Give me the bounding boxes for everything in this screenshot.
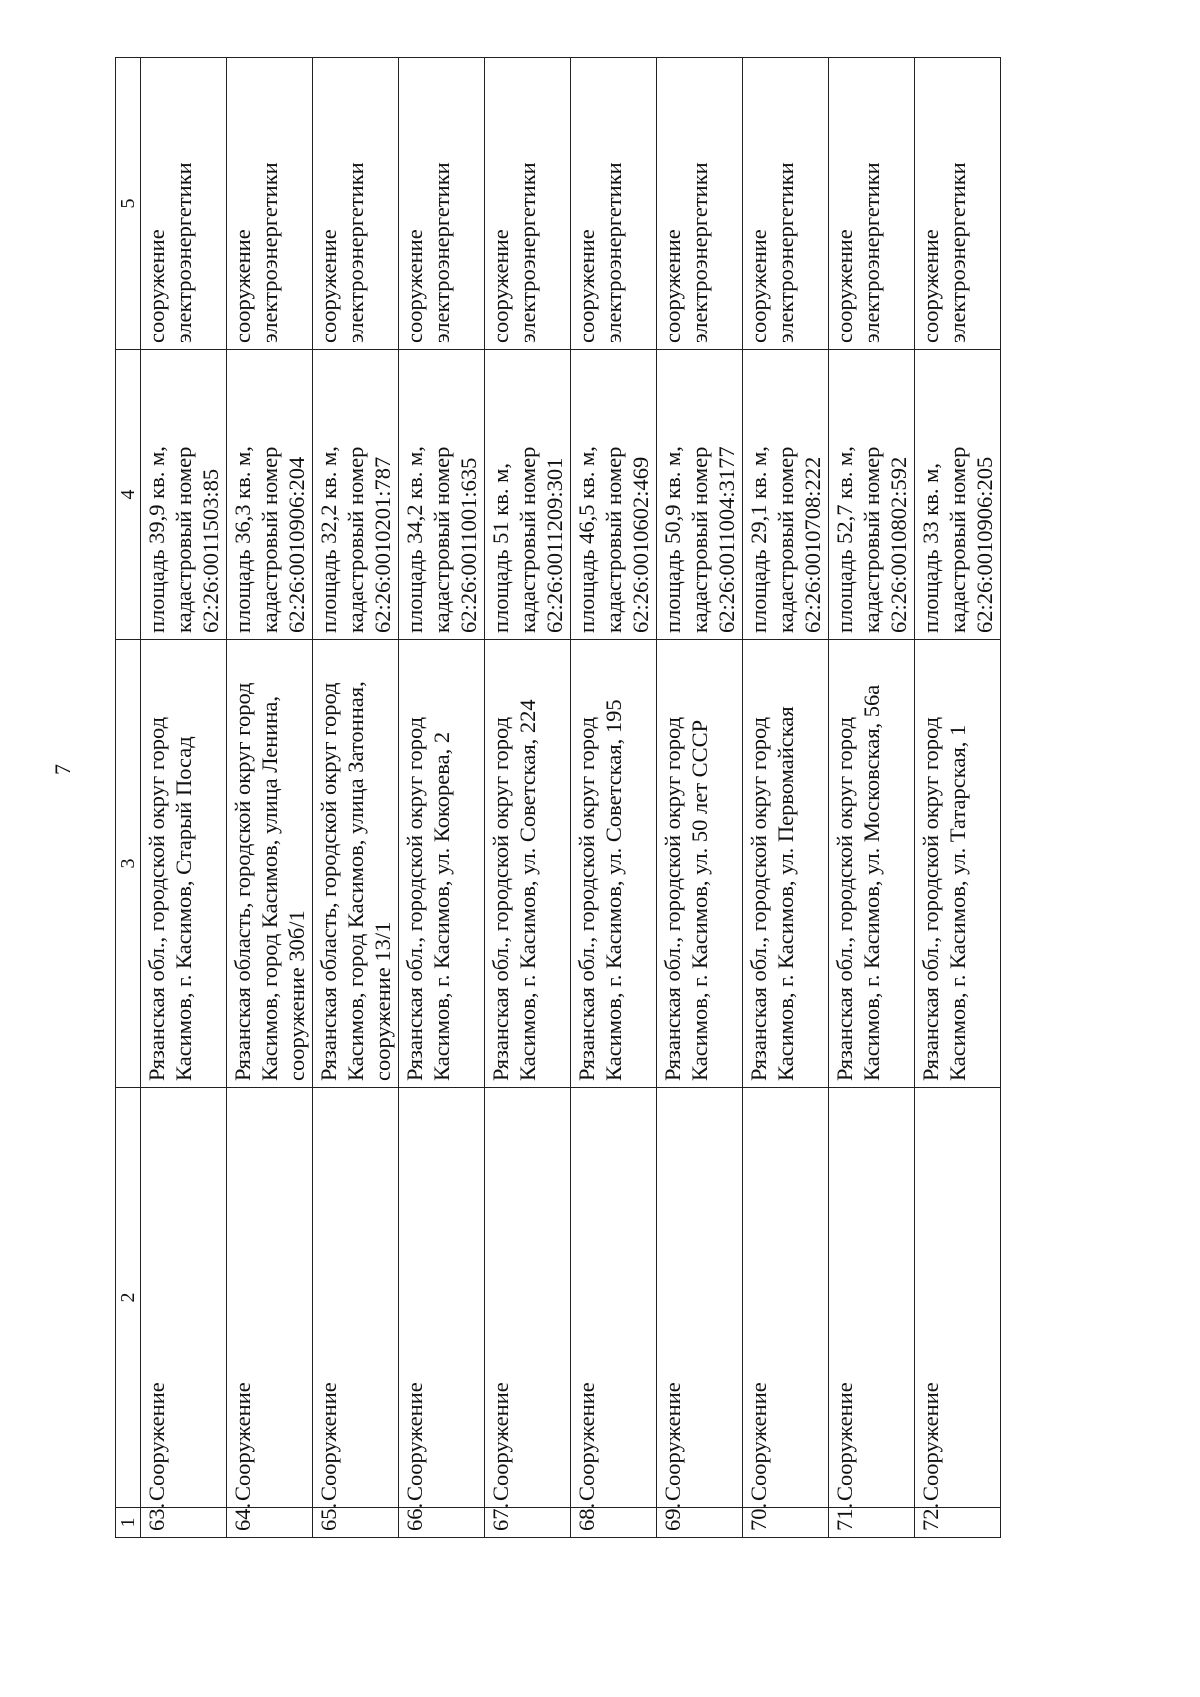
purpose-text: сооружение электроэнергетики bbox=[144, 162, 196, 343]
address-text: Рязанская обл., городской округ город Касимов, г. Касимов, ул. Кокорева, 2 bbox=[402, 716, 454, 1081]
area-text: площадь 46,5 кв. м, bbox=[574, 446, 599, 633]
table-row bbox=[829, 58, 915, 1538]
address-cell bbox=[657, 640, 743, 1088]
object-name-cell bbox=[915, 1088, 1001, 1508]
cadastral-number: 62:26:0011503:85 bbox=[198, 468, 223, 633]
row-number: 71. bbox=[832, 1502, 857, 1531]
table-row bbox=[571, 58, 657, 1538]
purpose-cell bbox=[227, 58, 313, 350]
object-name: Сооружение bbox=[574, 1382, 599, 1501]
cadastral-number: 62:26:0010602:469 bbox=[628, 456, 653, 633]
cadastral-label: кадастровый номер bbox=[343, 446, 368, 633]
row-number: 68. bbox=[574, 1502, 599, 1531]
characteristics-cell bbox=[657, 350, 743, 640]
row-number-cell bbox=[657, 1502, 743, 1538]
object-name-cell bbox=[743, 1088, 829, 1508]
purpose-cell bbox=[571, 58, 657, 350]
cadastral-label: кадастровый номер bbox=[773, 446, 798, 633]
object-name: Сооружение bbox=[746, 1382, 771, 1501]
object-name: Сооружение bbox=[402, 1382, 427, 1501]
table-row bbox=[227, 58, 313, 1538]
table-row bbox=[313, 58, 399, 1538]
cadastral-number: 62:26:0010802:592 bbox=[886, 456, 911, 633]
address-cell bbox=[571, 640, 657, 1088]
row-number-cell bbox=[743, 1502, 829, 1538]
property-table bbox=[115, 57, 1001, 1538]
row-number: 69. bbox=[660, 1502, 685, 1531]
cadastral-number: 62:26:0010906:204 bbox=[284, 456, 309, 633]
area-text: площадь 50,9 кв. м, bbox=[660, 446, 685, 633]
page-number: 7 bbox=[50, 764, 75, 775]
header-col-3: 3 bbox=[116, 640, 141, 1088]
row-number: 67. bbox=[488, 1502, 513, 1531]
cadastral-label: кадастровый номер bbox=[429, 446, 454, 633]
table-row bbox=[915, 58, 1001, 1538]
area-text: площадь 34,2 кв. м, bbox=[402, 446, 427, 633]
purpose-cell bbox=[399, 58, 485, 350]
purpose-cell bbox=[829, 58, 915, 350]
header-col-5: 5 bbox=[116, 58, 141, 350]
header-col-1: 1 bbox=[116, 1508, 141, 1538]
characteristics-cell bbox=[829, 350, 915, 640]
purpose-cell bbox=[743, 58, 829, 350]
address-text: Рязанская обл., городской округ город Касимов, г. Касимов, Старый Посад bbox=[144, 716, 196, 1081]
row-number: 65. bbox=[316, 1502, 341, 1531]
address-text: Рязанская обл., городской округ город Касимов, г. Касимов, ул. Татарская, 1 bbox=[918, 716, 970, 1081]
cadastral-number: 62:26:0010201:787 bbox=[370, 456, 395, 633]
object-name: Сооружение bbox=[144, 1382, 169, 1501]
cadastral-label: кадастровый номер bbox=[945, 446, 970, 633]
address-text: Рязанская обл., городской округ город Касимов, г. Касимов, ул. 50 лет СССР bbox=[660, 716, 712, 1081]
address-text: Рязанская область, городской округ город Касимов, город Касимов, улица Затонная, сооружение 13/1 bbox=[316, 681, 395, 1081]
row-number-cell bbox=[485, 1502, 571, 1538]
area-text: площадь 36,3 кв. м, bbox=[230, 446, 255, 633]
cadastral-label: кадастровый номер bbox=[171, 446, 196, 633]
object-name: Сооружение bbox=[230, 1382, 255, 1501]
area-text: площадь 51 кв. м, bbox=[488, 463, 513, 633]
cadastral-number: 62:26:0011004:3177 bbox=[714, 446, 739, 633]
row-number-cell bbox=[829, 1502, 915, 1538]
characteristics-cell bbox=[313, 350, 399, 640]
address-cell bbox=[141, 640, 227, 1088]
header-row bbox=[116, 58, 141, 1538]
object-name: Сооружение bbox=[316, 1382, 341, 1501]
purpose-cell bbox=[485, 58, 571, 350]
purpose-cell bbox=[657, 58, 743, 350]
area-text: площадь 33 кв. м, bbox=[918, 463, 943, 633]
purpose-text: сооружение электроэнергетики bbox=[316, 162, 368, 343]
object-name-cell bbox=[399, 1088, 485, 1508]
row-number-cell bbox=[571, 1502, 657, 1538]
object-name: Сооружение bbox=[488, 1382, 513, 1501]
purpose-text: сооружение электроэнергетики bbox=[402, 162, 454, 343]
purpose-text: сооружение электроэнергетики bbox=[660, 162, 712, 343]
characteristics-cell bbox=[141, 350, 227, 640]
area-text: площадь 32,2 кв. м, bbox=[316, 446, 341, 633]
row-number: 66. bbox=[402, 1502, 427, 1531]
characteristics-cell bbox=[399, 350, 485, 640]
object-name-cell bbox=[141, 1088, 227, 1508]
header-col-2: 2 bbox=[116, 1088, 141, 1508]
area-text: площадь 52,7 кв. м, bbox=[832, 446, 857, 633]
address-cell bbox=[743, 640, 829, 1088]
purpose-cell bbox=[313, 58, 399, 350]
row-number-cell bbox=[915, 1502, 1001, 1538]
area-text: площадь 39,9 кв. м, bbox=[144, 446, 169, 633]
cadastral-number: 62:26:0010708:222 bbox=[800, 456, 825, 633]
row-number-cell bbox=[227, 1502, 313, 1538]
address-cell bbox=[227, 640, 313, 1088]
purpose-cell bbox=[141, 58, 227, 350]
header-col-4: 4 bbox=[116, 350, 141, 640]
address-cell bbox=[399, 640, 485, 1088]
purpose-text: сооружение электроэнергетики bbox=[488, 162, 540, 343]
characteristics-cell bbox=[485, 350, 571, 640]
cadastral-number: 62:26:0011001:635 bbox=[456, 457, 481, 633]
characteristics-cell bbox=[743, 350, 829, 640]
cadastral-label: кадастровый номер bbox=[601, 446, 626, 633]
table-row bbox=[141, 58, 227, 1538]
object-name-cell bbox=[485, 1088, 571, 1508]
table-row bbox=[743, 58, 829, 1538]
address-text: Рязанская обл., городской округ город Касимов, г. Касимов, ул. Московская, 56а bbox=[832, 684, 884, 1081]
address-text: Рязанская обл., городской округ город Касимов, г. Касимов, ул. Советская, 195 bbox=[574, 699, 626, 1081]
cadastral-label: кадастровый номер bbox=[687, 446, 712, 633]
row-number-cell bbox=[313, 1502, 399, 1538]
object-name-cell bbox=[227, 1088, 313, 1508]
purpose-text: сооружение электроэнергетики bbox=[746, 162, 798, 343]
address-cell bbox=[915, 640, 1001, 1088]
address-cell bbox=[829, 640, 915, 1088]
table-body bbox=[141, 58, 1001, 1538]
table-row bbox=[485, 58, 571, 1538]
row-number: 72. bbox=[918, 1502, 943, 1531]
characteristics-cell bbox=[227, 350, 313, 640]
characteristics-cell bbox=[915, 350, 1001, 640]
purpose-text: сооружение электроэнергетики bbox=[832, 162, 884, 343]
cadastral-number: 62:26:0011209:301 bbox=[542, 457, 567, 633]
cadastral-label: кадастровый номер bbox=[859, 446, 884, 633]
purpose-text: сооружение электроэнергетики bbox=[230, 162, 282, 343]
cadastral-number: 62:26:0010906:205 bbox=[972, 456, 997, 633]
object-name-cell bbox=[313, 1088, 399, 1508]
object-name-cell bbox=[657, 1088, 743, 1508]
characteristics-cell bbox=[571, 350, 657, 640]
object-name: Сооружение bbox=[832, 1382, 857, 1501]
address-cell bbox=[313, 640, 399, 1088]
row-number: 64. bbox=[230, 1502, 255, 1531]
purpose-text: сооружение электроэнергетики bbox=[574, 162, 626, 343]
object-name-cell bbox=[571, 1088, 657, 1508]
object-name: Сооружение bbox=[660, 1382, 685, 1501]
purpose-text: сооружение электроэнергетики bbox=[918, 162, 970, 343]
cadastral-label: кадастровый номер bbox=[257, 446, 282, 633]
object-name-cell bbox=[829, 1088, 915, 1508]
cadastral-label: кадастровый номер bbox=[515, 446, 540, 633]
rotated-table-wrapper bbox=[115, 58, 1075, 1538]
row-number: 70. bbox=[746, 1502, 771, 1531]
address-text: Рязанская обл., городской округ город Касимов, г. Касимов, ул. Советская, 224 bbox=[488, 699, 540, 1081]
table-row bbox=[657, 58, 743, 1538]
area-text: площадь 29,1 кв. м, bbox=[746, 446, 771, 633]
row-number-cell bbox=[399, 1502, 485, 1538]
row-number: 63. bbox=[144, 1502, 169, 1531]
address-text: Рязанская область, городской округ город Касимов, город Касимов, улица Ленина, сооружение 30б/1 bbox=[230, 682, 309, 1081]
purpose-cell bbox=[915, 58, 1001, 350]
row-number-cell bbox=[141, 1502, 227, 1538]
table-row bbox=[399, 58, 485, 1538]
address-cell bbox=[485, 640, 571, 1088]
address-text: Рязанская обл., городской округ город Касимов, г. Касимов, ул. Первомайская bbox=[746, 706, 798, 1081]
object-name: Сооружение bbox=[918, 1382, 943, 1501]
